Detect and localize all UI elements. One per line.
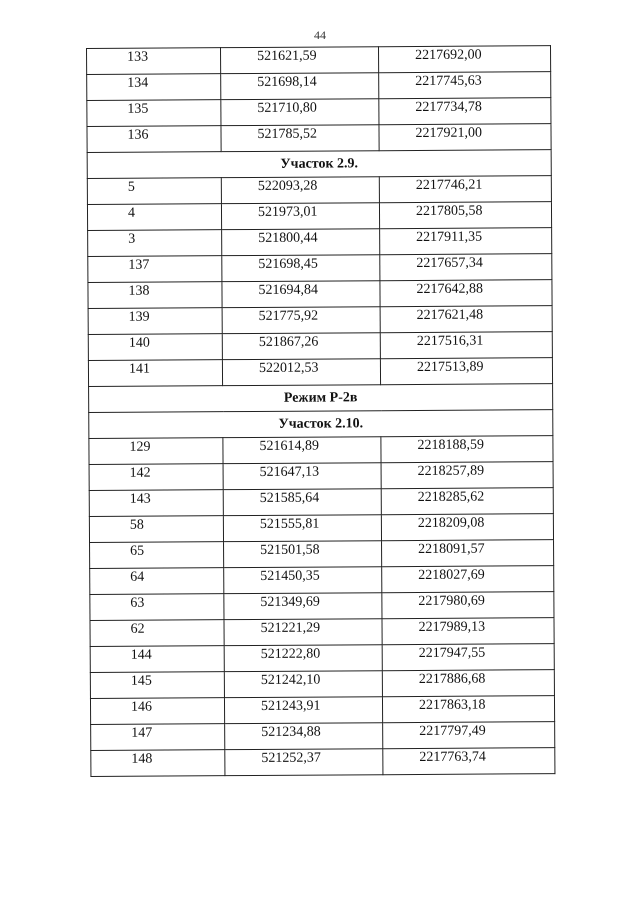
x-coordinate-cell: 522012,53: [222, 359, 380, 386]
table-row: [87, 46, 551, 75]
y-coordinate-cell: 2217980,69: [382, 592, 554, 619]
y-coordinate-cell: 2217657,34: [380, 254, 552, 281]
section-title: Участок 2.10.: [89, 410, 553, 439]
y-coordinate-cell: 2217886,68: [382, 670, 554, 697]
point-number-cell: 141: [88, 360, 222, 387]
point-number-cell: 145: [90, 672, 224, 699]
point-number-cell: 137: [88, 256, 222, 283]
table-row: [87, 124, 551, 153]
point-number-cell: 62: [90, 620, 224, 647]
table-row: [89, 436, 553, 465]
table-row: [88, 306, 552, 335]
x-coordinate-cell: 521621,59: [221, 47, 379, 74]
point-number-cell: 63: [90, 594, 224, 621]
table-row: [88, 254, 552, 283]
x-coordinate-cell: 521867,26: [222, 333, 380, 360]
x-coordinate-cell: 521698,45: [222, 255, 380, 282]
point-number-cell: 136: [87, 126, 221, 153]
x-coordinate-cell: 521555,81: [223, 515, 381, 542]
x-coordinate-cell: 521775,92: [222, 307, 380, 334]
x-coordinate-cell: 521234,88: [225, 723, 383, 750]
table-row: [91, 722, 555, 751]
table-row: [88, 358, 552, 387]
section-title: Участок 2.9.: [87, 150, 551, 179]
point-number-cell: 65: [90, 542, 224, 569]
point-number-cell: 5: [87, 178, 221, 205]
y-coordinate-cell: 2217797,49: [383, 722, 555, 749]
x-coordinate-cell: 521221,29: [224, 619, 382, 646]
point-number-cell: 146: [90, 698, 224, 725]
coordinates-table: [86, 45, 555, 777]
y-coordinate-cell: 2217745,63: [379, 72, 551, 99]
point-number-cell: 135: [87, 100, 221, 127]
x-coordinate-cell: 521243,91: [224, 697, 382, 724]
y-coordinate-cell: 2217947,55: [382, 644, 554, 671]
table-row: [91, 748, 555, 777]
y-coordinate-cell: 2218209,08: [381, 514, 553, 541]
table-row: [90, 592, 554, 621]
table-row: [90, 696, 554, 725]
table-row: [88, 332, 552, 361]
x-coordinate-cell: 521973,01: [221, 203, 379, 230]
table-row: [87, 72, 551, 101]
section-row: [87, 150, 551, 179]
table-row: [87, 202, 551, 231]
y-coordinate-cell: 2217746,21: [379, 176, 551, 203]
table-row: [90, 670, 554, 699]
y-coordinate-cell: 2218285,62: [381, 488, 553, 515]
point-number-cell: 143: [89, 490, 223, 517]
y-coordinate-cell: 2218027,69: [382, 566, 554, 593]
table-row: [88, 280, 552, 309]
section-title: Режим Р-2в: [89, 384, 553, 413]
point-number-cell: 134: [87, 74, 221, 101]
x-coordinate-cell: 521349,69: [224, 593, 382, 620]
point-number-cell: 3: [88, 230, 222, 257]
x-coordinate-cell: 521800,44: [222, 229, 380, 256]
x-coordinate-cell: 521698,14: [221, 73, 379, 100]
table-row: [89, 514, 553, 543]
point-number-cell: 138: [88, 282, 222, 309]
point-number-cell: 144: [90, 646, 224, 673]
table-row: [88, 228, 552, 257]
section-row: [89, 384, 553, 413]
page-number: 44: [314, 28, 326, 42]
x-coordinate-cell: 521614,89: [223, 437, 381, 464]
x-coordinate-cell: 521647,13: [223, 463, 381, 490]
x-coordinate-cell: 522093,28: [221, 177, 379, 204]
y-coordinate-cell: 2217763,74: [383, 748, 555, 775]
y-coordinate-cell: 2217513,89: [380, 358, 552, 385]
table-row: [87, 98, 551, 127]
table-row: [87, 176, 551, 205]
table-row: [89, 488, 553, 517]
y-coordinate-cell: 2217642,88: [380, 280, 552, 307]
x-coordinate-cell: 521450,35: [224, 567, 382, 594]
y-coordinate-cell: 2217989,13: [382, 618, 554, 645]
x-coordinate-cell: 521252,37: [225, 749, 383, 776]
point-number-cell: 140: [88, 334, 222, 361]
y-coordinate-cell: 2217516,31: [380, 332, 552, 359]
y-coordinate-cell: 2217863,18: [382, 696, 554, 723]
point-number-cell: 142: [89, 464, 223, 491]
table-row: [90, 540, 554, 569]
y-coordinate-cell: 2217692,00: [378, 46, 550, 73]
point-number-cell: 64: [90, 568, 224, 595]
y-coordinate-cell: 2217911,35: [380, 228, 552, 255]
point-number-cell: 129: [89, 438, 223, 465]
x-coordinate-cell: 521694,84: [222, 281, 380, 308]
y-coordinate-cell: 2217621,48: [380, 306, 552, 333]
coordinates-table-body: [87, 46, 555, 777]
table-row: [90, 566, 554, 595]
point-number-cell: 133: [87, 48, 221, 75]
y-coordinate-cell: 2217734,78: [379, 98, 551, 125]
y-coordinate-cell: 2217921,00: [379, 124, 551, 151]
x-coordinate-cell: 521785,52: [221, 125, 379, 152]
y-coordinate-cell: 2218091,57: [382, 540, 554, 567]
point-number-cell: 4: [87, 204, 221, 231]
x-coordinate-cell: 521242,10: [224, 671, 382, 698]
point-number-cell: 147: [91, 724, 225, 751]
point-number-cell: 148: [91, 750, 225, 777]
point-number-cell: 58: [89, 516, 223, 543]
table-row: [89, 462, 553, 491]
y-coordinate-cell: 2217805,58: [379, 202, 551, 229]
x-coordinate-cell: 521585,64: [223, 489, 381, 516]
section-row: [89, 410, 553, 439]
x-coordinate-cell: 521710,80: [221, 99, 379, 126]
table-row: [90, 618, 554, 647]
table-row: [90, 644, 554, 673]
x-coordinate-cell: 521222,80: [224, 645, 382, 672]
x-coordinate-cell: 521501,58: [224, 541, 382, 568]
y-coordinate-cell: 2218257,89: [381, 462, 553, 489]
y-coordinate-cell: 2218188,59: [381, 436, 553, 463]
point-number-cell: 139: [88, 308, 222, 335]
